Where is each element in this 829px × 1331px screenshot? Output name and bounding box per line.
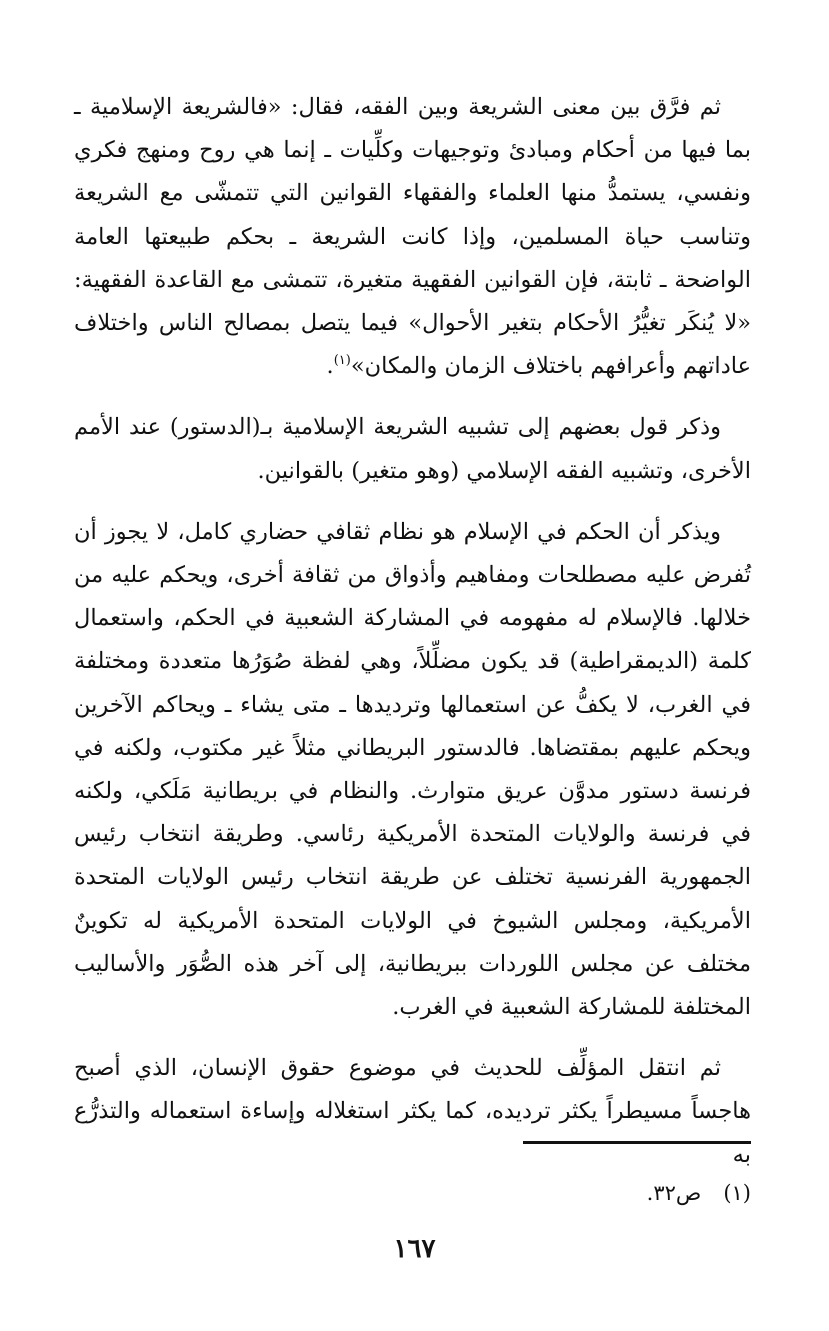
footnote-reference[interactable]: (١) — [333, 353, 351, 369]
paragraph-1-tail: . — [326, 353, 334, 380]
footnote — [647, 1178, 751, 1208]
body-text — [74, 86, 751, 1177]
paragraph-2: وذكر قول بعضهم إلى تشبيه الشريعة الإسلامية بـ(الدستور) عند الأمم الأخرى، وتشبيه الفقه الإسلامي (وهو متغير) بالقوانين. — [74, 414, 751, 484]
footnote-number: (١) — [723, 1181, 751, 1205]
paragraph-3: ويذكر أن الحكم في الإسلام هو نظام ثقافي حضاري كامل، لا يجوز أن تُفرض عليه مصطلحات ومفاهيم وأذواق من ثقافة أخرى، ويحكم عليه من خلالها. فالإسلام له مفهومه في المشاركة الشعبية في الحكم، واستعمال كلمة (الديمقراطية) قد يكون مضلِّلاً، وهي لفظة صُوَرُها متعددة ومختلفة في الغرب، لا يكفُّ عن استعمالها وترديدها ـ متى يشاء ـ ويحاكم الآخرين ويحكم عليهم بمقتضاها. فالدستور البريطاني مثلاً غير مكتوب، ولكنه في فرنسة دستور مدوَّن عريق متوارث. والنظام في بريطانية مَلَكي، ولكنه في فرنسة والولايات المتحدة الأمريكية رئاسي. وطريقة انتخاب رئيس الجمهورية الفرنسية تختلف عن طريقة انتخاب رئيس الولايات المتحدة الأمريكية، ومجلس الشيوخ في الولايات المتحدة الأمريكية له تكوينٌ مختلف عن مجلس اللوردات ببريطانية، إلى آخر هذه الصُّوَر والأساليب المختلفة للمشاركة الشعبية في الغرب. — [74, 518, 752, 1021]
paragraph-4: ثم انتقل المؤلِّف للحديث في موضوع حقوق الإنسان، الذي أصبح هاجساً مسيطراً يكثر ترديده، كما يكثر استغلاله وإساءة استعماله والتذرُّع به — [74, 1055, 751, 1168]
paragraph-1-text: ثم فرَّق بين معنى الشريعة وبين الفقه، فقال: «فالشريعة الإسلامية ـ بما فيها من أحكام ومبادئ وتوجيهات وكلِّيات ـ إنما هي روح ومنهج فكري ونفسي، يستمدُّ منها العلماء والفقهاء القوانين التي تتمشّى مع الشريعة وتناسب حياة المسلمين، وإذا كانت الشريعة ـ بحكم طبيعتها العامة الواضحة ـ ثابتة، فإن القوانين الفقهية متغيرة، تتمشى مع القاعدة الفقهية: «لا يُنكَر تغيُّرُ الأحكام بتغير الأحوال» فيما يتصل بمصالح الناس واختلاف عاداتهم وأعرافهم باختلاف الزمان والمكان» — [74, 94, 751, 380]
footnote-text: ص٣٢. — [646, 1181, 702, 1205]
footnote-divider — [523, 1141, 751, 1144]
page-number: ١٦٧ — [393, 1234, 436, 1264]
paragraph-1 — [74, 86, 751, 388]
